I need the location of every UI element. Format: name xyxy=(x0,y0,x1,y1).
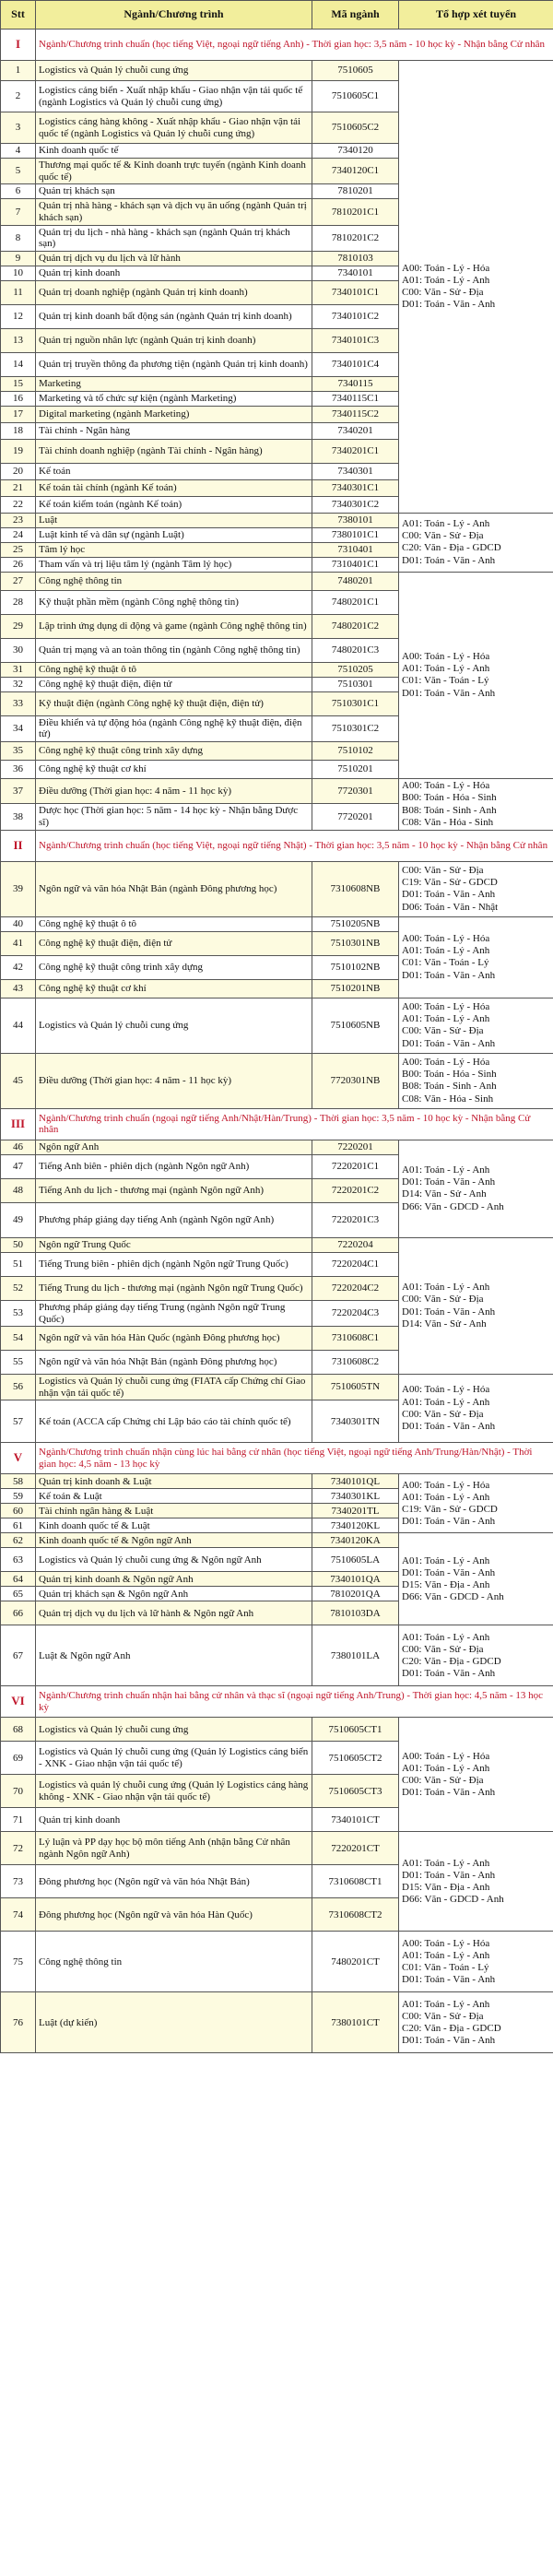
program-name: Ngôn ngữ và văn hóa Nhật Bản (ngành Đông phương học) xyxy=(36,861,312,916)
row-number: 72 xyxy=(1,1832,36,1865)
row-number: 60 xyxy=(1,1504,36,1518)
subject-combinations: A00: Toán - Lý - Hóa A01: Toán - Lý - Anh C01: Văn - Toán - Lý D01: Toán - Văn - Anh xyxy=(399,916,553,998)
program-name: Quản trị khách sạn xyxy=(36,184,312,199)
program-name: Quản trị mạng và an toàn thông tin (ngành Công nghệ thông tin) xyxy=(36,638,312,662)
program-code: 7510605C2 xyxy=(312,112,399,144)
row-number: 62 xyxy=(1,1533,36,1548)
row-number: 70 xyxy=(1,1775,36,1808)
row-number: 43 xyxy=(1,979,36,998)
program-name: Điều dưỡng (Thời gian học: 4 năm - 11 học kỳ) xyxy=(36,779,312,804)
program-code: 7510605C1 xyxy=(312,81,399,112)
row-number: 1 xyxy=(1,61,36,81)
row-number: 71 xyxy=(1,1808,36,1832)
program-code: 7720201 xyxy=(312,803,399,830)
header-stt: Stt xyxy=(1,1,36,30)
program-code: 7220204C3 xyxy=(312,1300,399,1326)
program-code: 7810103 xyxy=(312,251,399,266)
program-code: 7340101C1 xyxy=(312,280,399,304)
row-number: 9 xyxy=(1,251,36,266)
program-code: 7310608C1 xyxy=(312,1327,399,1351)
header-combo: Tổ hợp xét tuyển xyxy=(399,1,553,30)
program-code: 7310608NB xyxy=(312,861,399,916)
row-number: 11 xyxy=(1,280,36,304)
row-number: 17 xyxy=(1,406,36,422)
program-code: 7510102 xyxy=(312,742,399,761)
program-code: 7510605CT3 xyxy=(312,1775,399,1808)
program-code: 7220201CT xyxy=(312,1832,399,1865)
program-code: 7510205NB xyxy=(312,916,399,931)
row-number: 20 xyxy=(1,463,36,479)
row-number: 14 xyxy=(1,352,36,376)
program-name: Luật xyxy=(36,513,312,527)
program-name: Kế toán kiểm toán (ngành Kế toán) xyxy=(36,496,312,513)
program-name: Tài chính doanh nghiệp (ngành Tài chính - Ngân hàng) xyxy=(36,439,312,463)
program-name: Công nghệ kỹ thuật ô tô xyxy=(36,916,312,931)
program-name: Logistics cảng hàng không - Xuất nhập khẩu - Giao nhận vận tải quốc tế (ngành Logistics và Quản lý chuỗi cung ứng) xyxy=(36,112,312,144)
program-code: 7340101C4 xyxy=(312,352,399,376)
section-title: Ngành/Chương trình chuẩn (ngoại ngữ tiếng Anh/Nhật/Hàn/Trung) - Thời gian học: 3,5 năm - 10 học kỳ - Nhận bằng Cử nhân xyxy=(36,1108,553,1140)
row-number: 23 xyxy=(1,513,36,527)
row-number: 38 xyxy=(1,803,36,830)
program-name: Logistics và Quản lý chuỗi cung ứng & Ngôn ngữ Anh xyxy=(36,1548,312,1572)
program-code: 7310401 xyxy=(312,542,399,557)
row-number: 39 xyxy=(1,861,36,916)
program-code: 7340201TL xyxy=(312,1504,399,1518)
program-code: 7340101C3 xyxy=(312,328,399,352)
row-number: 45 xyxy=(1,1053,36,1108)
section-number: V xyxy=(1,1443,36,1474)
subject-combinations: C00: Văn - Sử - Địa C19: Văn - Sử - GDCD D01: Toán - Văn - Anh D06: Toán - Văn - Nhật xyxy=(399,861,553,916)
program-code: 7380101 xyxy=(312,513,399,527)
program-code: 7510605LA xyxy=(312,1548,399,1572)
program-name: Quản trị kinh doanh bất động sản (ngành Quản trị kinh doanh) xyxy=(36,304,312,328)
subject-combinations: A01: Toán - Lý - Anh C00: Văn - Sử - Địa C20: Văn - Địa - GDCD D01: Toán - Văn - Anh xyxy=(399,1625,553,1686)
row-number: 61 xyxy=(1,1518,36,1533)
subject-combinations: A00: Toán - Lý - Hóa A01: Toán - Lý - Anh C00: Văn - Sử - Địa D01: Toán - Văn - Anh xyxy=(399,998,553,1053)
table-row xyxy=(1,1474,553,1489)
row-number: 73 xyxy=(1,1865,36,1898)
program-name: Quản trị kinh doanh & Ngôn ngữ Anh xyxy=(36,1572,312,1587)
program-name: Công nghệ kỹ thuật công trình xây dựng xyxy=(36,742,312,761)
table-row xyxy=(1,916,553,931)
row-number: 57 xyxy=(1,1400,36,1443)
program-code: 7220201C1 xyxy=(312,1154,399,1178)
section-number: I xyxy=(1,30,36,61)
row-number: 54 xyxy=(1,1327,36,1351)
subject-combinations: A00: Toán - Lý - Hóa A01: Toán - Lý - Anh C19: Văn - Sử - GDCD D01: Toán - Văn - Anh xyxy=(399,1474,553,1533)
row-number: 33 xyxy=(1,691,36,715)
program-name: Tiếng Trung du lịch - thương mại (ngành Ngôn ngữ Trung Quốc) xyxy=(36,1276,312,1300)
program-name: Tài chính - Ngân hàng xyxy=(36,422,312,439)
section-header xyxy=(1,30,553,61)
program-name: Công nghệ kỹ thuật công trình xây dựng xyxy=(36,955,312,979)
program-code: 7220204C2 xyxy=(312,1276,399,1300)
row-number: 65 xyxy=(1,1587,36,1601)
row-number: 63 xyxy=(1,1548,36,1572)
program-code: 7510605NB xyxy=(312,998,399,1053)
program-code: 7340101C2 xyxy=(312,304,399,328)
row-number: 75 xyxy=(1,1932,36,1992)
program-code: 7810201QA xyxy=(312,1587,399,1601)
program-code: 7810201 xyxy=(312,184,399,199)
section-number: II xyxy=(1,830,36,861)
program-code: 7380101C1 xyxy=(312,527,399,542)
program-code: 7510201NB xyxy=(312,979,399,998)
program-code: 7810103DA xyxy=(312,1601,399,1625)
section-header xyxy=(1,1108,553,1140)
row-number: 48 xyxy=(1,1178,36,1202)
table-row xyxy=(1,861,553,916)
program-name: Quản trị dịch vụ du lịch và lữ hành & Ngôn ngữ Anh xyxy=(36,1601,312,1625)
program-code: 7340301KL xyxy=(312,1489,399,1504)
table-row xyxy=(1,1237,553,1252)
table-row xyxy=(1,998,553,1053)
table-body xyxy=(1,30,553,2053)
row-number: 2 xyxy=(1,81,36,112)
section-title: Ngành/Chương trình chuẩn (học tiếng Việt, ngoại ngữ tiếng Nhật) - Thời gian học: 3,5 năm - 10 học kỳ - Nhận bằng Cử nhân xyxy=(36,830,553,861)
row-number: 13 xyxy=(1,328,36,352)
program-code: 7810201C1 xyxy=(312,199,399,225)
program-code: 7510605 xyxy=(312,61,399,81)
program-name: Quản trị dịch vụ du lịch và lữ hành xyxy=(36,251,312,266)
program-code: 7340115C2 xyxy=(312,406,399,422)
program-name: Kế toán xyxy=(36,463,312,479)
program-name: Kinh doanh quốc tế xyxy=(36,144,312,159)
program-code: 7340101CT xyxy=(312,1808,399,1832)
table-row xyxy=(1,572,553,590)
row-number: 74 xyxy=(1,1898,36,1932)
subject-combinations: A01: Toán - Lý - Anh D01: Toán - Văn - Anh D15: Văn - Địa - Anh D66: Văn - GDCD - Anh xyxy=(399,1832,553,1932)
program-code: 7380101CT xyxy=(312,1992,399,2053)
program-name: Kinh doanh quốc tế & Luật xyxy=(36,1518,312,1533)
row-number: 21 xyxy=(1,479,36,496)
program-name: Đông phương học (Ngôn ngữ và văn hóa Nhật Bản) xyxy=(36,1865,312,1898)
program-name: Tài chính ngân hàng & Luật xyxy=(36,1504,312,1518)
program-code: 7340115 xyxy=(312,376,399,391)
row-number: 27 xyxy=(1,572,36,590)
program-code: 7340101QL xyxy=(312,1474,399,1489)
row-number: 58 xyxy=(1,1474,36,1489)
program-name: Công nghệ thông tin xyxy=(36,1932,312,1992)
program-code: 7220201 xyxy=(312,1140,399,1154)
program-code: 7340301 xyxy=(312,463,399,479)
program-name: Logistics cảng biển - Xuất nhập khẩu - Giao nhận vận tải quốc tế (ngành Logistics và Quản lý chuỗi cung ứng) xyxy=(36,81,312,112)
row-number: 16 xyxy=(1,391,36,406)
row-number: 55 xyxy=(1,1351,36,1375)
program-name: Quản trị khách sạn & Ngôn ngữ Anh xyxy=(36,1587,312,1601)
program-code: 7220204 xyxy=(312,1237,399,1252)
section-title: Ngành/Chương trình chuẩn nhận cùng lúc hai bằng cử nhân (học tiếng Việt, ngoại ngữ tiếng Anh/Trung/Hàn/Nhật) - Thời gian học: 4,5 năm - 13 học kỳ xyxy=(36,1443,553,1474)
program-name: Kinh doanh quốc tế & Ngôn ngữ Anh xyxy=(36,1533,312,1548)
program-name: Quản trị nguồn nhân lực (ngành Quản trị kinh doanh) xyxy=(36,328,312,352)
row-number: 29 xyxy=(1,614,36,638)
program-name: Điều khiển và tự động hóa (ngành Công nghệ kỹ thuật điện, điện tử) xyxy=(36,715,312,741)
row-number: 49 xyxy=(1,1202,36,1237)
row-number: 56 xyxy=(1,1375,36,1400)
program-name: Luật & Ngôn ngữ Anh xyxy=(36,1625,312,1686)
row-number: 68 xyxy=(1,1718,36,1742)
section-title: Ngành/Chương trình chuẩn (học tiếng Việt, ngoại ngữ tiếng Anh) - Thời gian học: 3,5 năm - 10 học kỳ - Nhận bằng Cử nhân xyxy=(36,30,553,61)
program-code: 7510301C2 xyxy=(312,715,399,741)
row-number: 26 xyxy=(1,557,36,572)
subject-combinations: A00: Toán - Lý - Hóa B00: Toán - Hóa - Sinh B08: Toán - Sinh - Anh C08: Văn - Hóa - Sinh xyxy=(399,779,553,831)
program-code: 7340301TN xyxy=(312,1400,399,1443)
program-name: Công nghệ kỹ thuật cơ khí xyxy=(36,761,312,779)
program-name: Logistics và Quản lý chuỗi cung ứng xyxy=(36,998,312,1053)
section-number: VI xyxy=(1,1686,36,1718)
program-code: 7510301NB xyxy=(312,931,399,955)
program-name: Tâm lý học xyxy=(36,542,312,557)
program-code: 7720301 xyxy=(312,779,399,804)
row-number: 41 xyxy=(1,931,36,955)
subject-combinations: A01: Toán - Lý - Anh C00: Văn - Sử - Địa C20: Văn - Địa - GDCD D01: Toán - Văn - Anh xyxy=(399,513,553,572)
program-name: Ngôn ngữ Trung Quốc xyxy=(36,1237,312,1252)
program-code: 7220204C1 xyxy=(312,1252,399,1276)
program-code: 7310608C2 xyxy=(312,1351,399,1375)
program-code: 7480201C1 xyxy=(312,590,399,614)
program-code: 7480201C3 xyxy=(312,638,399,662)
row-number: 4 xyxy=(1,144,36,159)
section-number: III xyxy=(1,1108,36,1140)
subject-combinations: A00: Toán - Lý - Hóa A01: Toán - Lý - Anh C01: Văn - Toán - Lý D01: Toán - Văn - Anh xyxy=(399,1932,553,1992)
program-code: 7720301NB xyxy=(312,1053,399,1108)
program-code: 7510205 xyxy=(312,662,399,677)
table-row xyxy=(1,1375,553,1400)
row-number: 32 xyxy=(1,677,36,691)
program-name: Dược học (Thời gian học: 5 năm - 14 học kỳ - Nhận bằng Dược sĩ) xyxy=(36,803,312,830)
program-name: Công nghệ kỹ thuật điện, điện tử xyxy=(36,931,312,955)
program-name: Logistics và quản lý chuỗi cung ứng (Quản lý Logistics cảng hàng không - XNK - Giao nhận vận tải quốc tế) xyxy=(36,1775,312,1808)
program-name: Quản trị du lịch - nhà hàng - khách sạn (ngành Quản trị khách sạn) xyxy=(36,225,312,251)
row-number: 53 xyxy=(1,1300,36,1326)
program-name: Công nghệ kỹ thuật ô tô xyxy=(36,662,312,677)
row-number: 76 xyxy=(1,1992,36,2053)
program-name: Quản trị kinh doanh xyxy=(36,266,312,280)
row-number: 15 xyxy=(1,376,36,391)
program-name: Kế toán & Luật xyxy=(36,1489,312,1504)
row-number: 6 xyxy=(1,184,36,199)
row-number: 52 xyxy=(1,1276,36,1300)
program-name: Tiếng Anh biên - phiên dịch (ngành Ngôn ngữ Anh) xyxy=(36,1154,312,1178)
program-code: 7220201C3 xyxy=(312,1202,399,1237)
program-code: 7340120KA xyxy=(312,1533,399,1548)
program-code: 7510301 xyxy=(312,677,399,691)
program-name: Digital marketing (ngành Marketing) xyxy=(36,406,312,422)
subject-combinations: A01: Toán - Lý - Anh D01: Toán - Văn - Anh D14: Văn - Sử - Anh D66: Văn - GDCD - Anh xyxy=(399,1140,553,1237)
row-number: 5 xyxy=(1,159,36,184)
row-number: 31 xyxy=(1,662,36,677)
table-row xyxy=(1,1533,553,1548)
program-code: 7340101 xyxy=(312,266,399,280)
row-number: 3 xyxy=(1,112,36,144)
row-number: 8 xyxy=(1,225,36,251)
program-name: Ngôn ngữ và văn hóa Hàn Quốc (ngành Đông phương học) xyxy=(36,1327,312,1351)
program-name: Marketing và tổ chức sự kiện (ngành Marketing) xyxy=(36,391,312,406)
program-name: Thương mại quốc tế & Kinh doanh trực tuyến (ngành Kinh doanh quốc tế) xyxy=(36,159,312,184)
program-name: Kế toán (ACCA cấp Chứng chỉ Lập báo cáo tài chính quốc tế) xyxy=(36,1400,312,1443)
program-name: Quản trị truyền thông đa phương tiện (ngành Quản trị kinh doanh) xyxy=(36,352,312,376)
row-number: 34 xyxy=(1,715,36,741)
program-code: 7340201C1 xyxy=(312,439,399,463)
table-row xyxy=(1,1718,553,1742)
subject-combinations: A00: Toán - Lý - Hóa A01: Toán - Lý - Anh C00: Văn - Sử - Địa D01: Toán - Văn - Anh xyxy=(399,1375,553,1443)
program-name: Quản trị nhà hàng - khách sạn và dịch vụ ăn uống (ngành Quản trị khách sạn) xyxy=(36,199,312,225)
program-name: Logistics và Quản lý chuỗi cung ứng xyxy=(36,1718,312,1742)
row-number: 44 xyxy=(1,998,36,1053)
program-name: Kỹ thuật điện (ngành Công nghệ kỹ thuật điện, điện tử) xyxy=(36,691,312,715)
row-number: 12 xyxy=(1,304,36,328)
program-code: 7340301C2 xyxy=(312,496,399,513)
program-code: 7220201C2 xyxy=(312,1178,399,1202)
subject-combinations: A01: Toán - Lý - Anh D01: Toán - Văn - Anh D15: Văn - Địa - Anh D66: Văn - GDCD - Anh xyxy=(399,1533,553,1625)
row-number: 59 xyxy=(1,1489,36,1504)
row-number: 24 xyxy=(1,527,36,542)
row-number: 64 xyxy=(1,1572,36,1587)
header-program: Ngành/Chương trình xyxy=(36,1,312,30)
program-name: Luật (dự kiến) xyxy=(36,1992,312,2053)
subject-combinations: A00: Toán - Lý - Hóa A01: Toán - Lý - Anh C00: Văn - Sử - Địa D01: Toán - Văn - Anh xyxy=(399,1718,553,1832)
program-name: Kế toán tài chính (ngành Kế toán) xyxy=(36,479,312,496)
program-name: Lý luận và PP dạy học bộ môn tiếng Anh (nhận bằng Cử nhân ngành Ngôn ngữ Anh) xyxy=(36,1832,312,1865)
row-number: 42 xyxy=(1,955,36,979)
row-number: 18 xyxy=(1,422,36,439)
row-number: 7 xyxy=(1,199,36,225)
row-number: 19 xyxy=(1,439,36,463)
table-row xyxy=(1,1140,553,1154)
table-row xyxy=(1,1992,553,2053)
row-number: 51 xyxy=(1,1252,36,1276)
program-name: Ngôn ngữ Anh xyxy=(36,1140,312,1154)
subject-combinations: A00: Toán - Lý - Hóa B00: Toán - Hóa - Sinh B08: Toán - Sinh - Anh C08: Văn - Hóa - Sinh xyxy=(399,1053,553,1108)
program-code: 7340301C1 xyxy=(312,479,399,496)
program-name: Công nghệ kỹ thuật điện, điện tử xyxy=(36,677,312,691)
program-code: 7340115C1 xyxy=(312,391,399,406)
program-code: 7510102NB xyxy=(312,955,399,979)
program-name: Tiếng Anh du lịch - thương mại (ngành Ngôn ngữ Anh) xyxy=(36,1178,312,1202)
row-number: 67 xyxy=(1,1625,36,1686)
program-code: 7310608CT1 xyxy=(312,1865,399,1898)
program-name: Luật kinh tế và dân sự (ngành Luật) xyxy=(36,527,312,542)
program-name: Quản trị kinh doanh xyxy=(36,1808,312,1832)
row-number: 40 xyxy=(1,916,36,931)
program-name: Marketing xyxy=(36,376,312,391)
program-code: 7510605TN xyxy=(312,1375,399,1400)
program-code: 7310608CT2 xyxy=(312,1898,399,1932)
table-row xyxy=(1,1053,553,1108)
row-number: 25 xyxy=(1,542,36,557)
row-number: 22 xyxy=(1,496,36,513)
program-name: Công nghệ kỹ thuật cơ khí xyxy=(36,979,312,998)
program-name: Quản trị kinh doanh & Luật xyxy=(36,1474,312,1489)
table-row xyxy=(1,61,553,81)
row-number: 35 xyxy=(1,742,36,761)
table-row xyxy=(1,779,553,804)
program-name: Công nghệ thông tin xyxy=(36,572,312,590)
program-name: Kỹ thuật phần mềm (ngành Công nghệ thông tin) xyxy=(36,590,312,614)
program-name: Logistics và Quản lý chuỗi cung ứng (Quản lý Logistics cảng biển - XNK - Giao nhận vận tải quốc tế) xyxy=(36,1742,312,1775)
program-code: 7510605CT1 xyxy=(312,1718,399,1742)
header-row xyxy=(1,1,553,30)
program-code: 7510605CT2 xyxy=(312,1742,399,1775)
subject-combinations: A00: Toán - Lý - Hóa A01: Toán - Lý - Anh C01: Văn - Toán - Lý D01: Toán - Văn - Anh xyxy=(399,572,553,778)
program-code: 7480201 xyxy=(312,572,399,590)
program-name: Quản trị doanh nghiệp (ngành Quản trị kinh doanh) xyxy=(36,280,312,304)
table-row xyxy=(1,1832,553,1865)
table-row xyxy=(1,1932,553,1992)
program-code: 7510301C1 xyxy=(312,691,399,715)
section-header xyxy=(1,1686,553,1718)
program-name: Phương pháp giảng dạy tiếng Anh (ngành Ngôn ngữ Anh) xyxy=(36,1202,312,1237)
row-number: 50 xyxy=(1,1237,36,1252)
row-number: 46 xyxy=(1,1140,36,1154)
program-name: Phương pháp giảng dạy tiếng Trung (ngành Ngôn ngữ Trung Quốc) xyxy=(36,1300,312,1326)
table-row xyxy=(1,1625,553,1686)
row-number: 36 xyxy=(1,761,36,779)
subject-combinations: A00: Toán - Lý - Hóa A01: Toán - Lý - Anh C00: Văn - Sử - Địa D01: Toán - Văn - Anh xyxy=(399,61,553,514)
subject-combinations: A01: Toán - Lý - Anh C00: Văn - Sử - Địa D01: Toán - Văn - Anh D14: Văn - Sử - Anh xyxy=(399,1237,553,1374)
header-code: Mã ngành xyxy=(312,1,399,30)
program-name: Điều dưỡng (Thời gian học: 4 năm - 11 học kỳ) xyxy=(36,1053,312,1108)
program-code: 7380101LA xyxy=(312,1625,399,1686)
program-code: 7480201C2 xyxy=(312,614,399,638)
program-code: 7510201 xyxy=(312,761,399,779)
section-header xyxy=(1,1443,553,1474)
program-name: Lập trình ứng dụng di động và game (ngành Công nghệ thông tin) xyxy=(36,614,312,638)
row-number: 37 xyxy=(1,779,36,804)
program-code: 7480201CT xyxy=(312,1932,399,1992)
program-name: Ngôn ngữ và văn hóa Nhật Bản (ngành Đông phương học) xyxy=(36,1351,312,1375)
row-number: 47 xyxy=(1,1154,36,1178)
program-code: 7340120 xyxy=(312,144,399,159)
program-code: 7340101QA xyxy=(312,1572,399,1587)
program-name: Tham vấn và trị liệu tâm lý (ngành Tâm lý học) xyxy=(36,557,312,572)
row-number: 10 xyxy=(1,266,36,280)
program-name: Logistics và Quản lý chuỗi cung ứng (FIATA cấp Chứng chỉ Giao nhận vận tải quốc tế) xyxy=(36,1375,312,1400)
program-code: 7340120KL xyxy=(312,1518,399,1533)
program-name: Tiếng Trung biên - phiên dịch (ngành Ngôn ngữ Trung Quốc) xyxy=(36,1252,312,1276)
program-code: 7340201 xyxy=(312,422,399,439)
table-row xyxy=(1,513,553,527)
row-number: 69 xyxy=(1,1742,36,1775)
section-title: Ngành/Chương trình chuẩn nhận hai bằng cử nhân và thạc sĩ (ngoại ngữ tiếng Anh/Trung) - Thời gian học: 4,5 năm - 13 học kỳ xyxy=(36,1686,553,1718)
section-header xyxy=(1,830,553,861)
program-name: Đông phương học (Ngôn ngữ và văn hóa Hàn Quốc) xyxy=(36,1898,312,1932)
program-code: 7310401C1 xyxy=(312,557,399,572)
row-number: 66 xyxy=(1,1601,36,1625)
program-code: 7810201C2 xyxy=(312,225,399,251)
row-number: 28 xyxy=(1,590,36,614)
program-code: 7340120C1 xyxy=(312,159,399,184)
subject-combinations: A01: Toán - Lý - Anh C00: Văn - Sử - Địa C20: Văn - Địa - GDCD D01: Toán - Văn - Anh xyxy=(399,1992,553,2053)
row-number: 30 xyxy=(1,638,36,662)
program-name: Logistics và Quản lý chuỗi cung ứng xyxy=(36,61,312,81)
